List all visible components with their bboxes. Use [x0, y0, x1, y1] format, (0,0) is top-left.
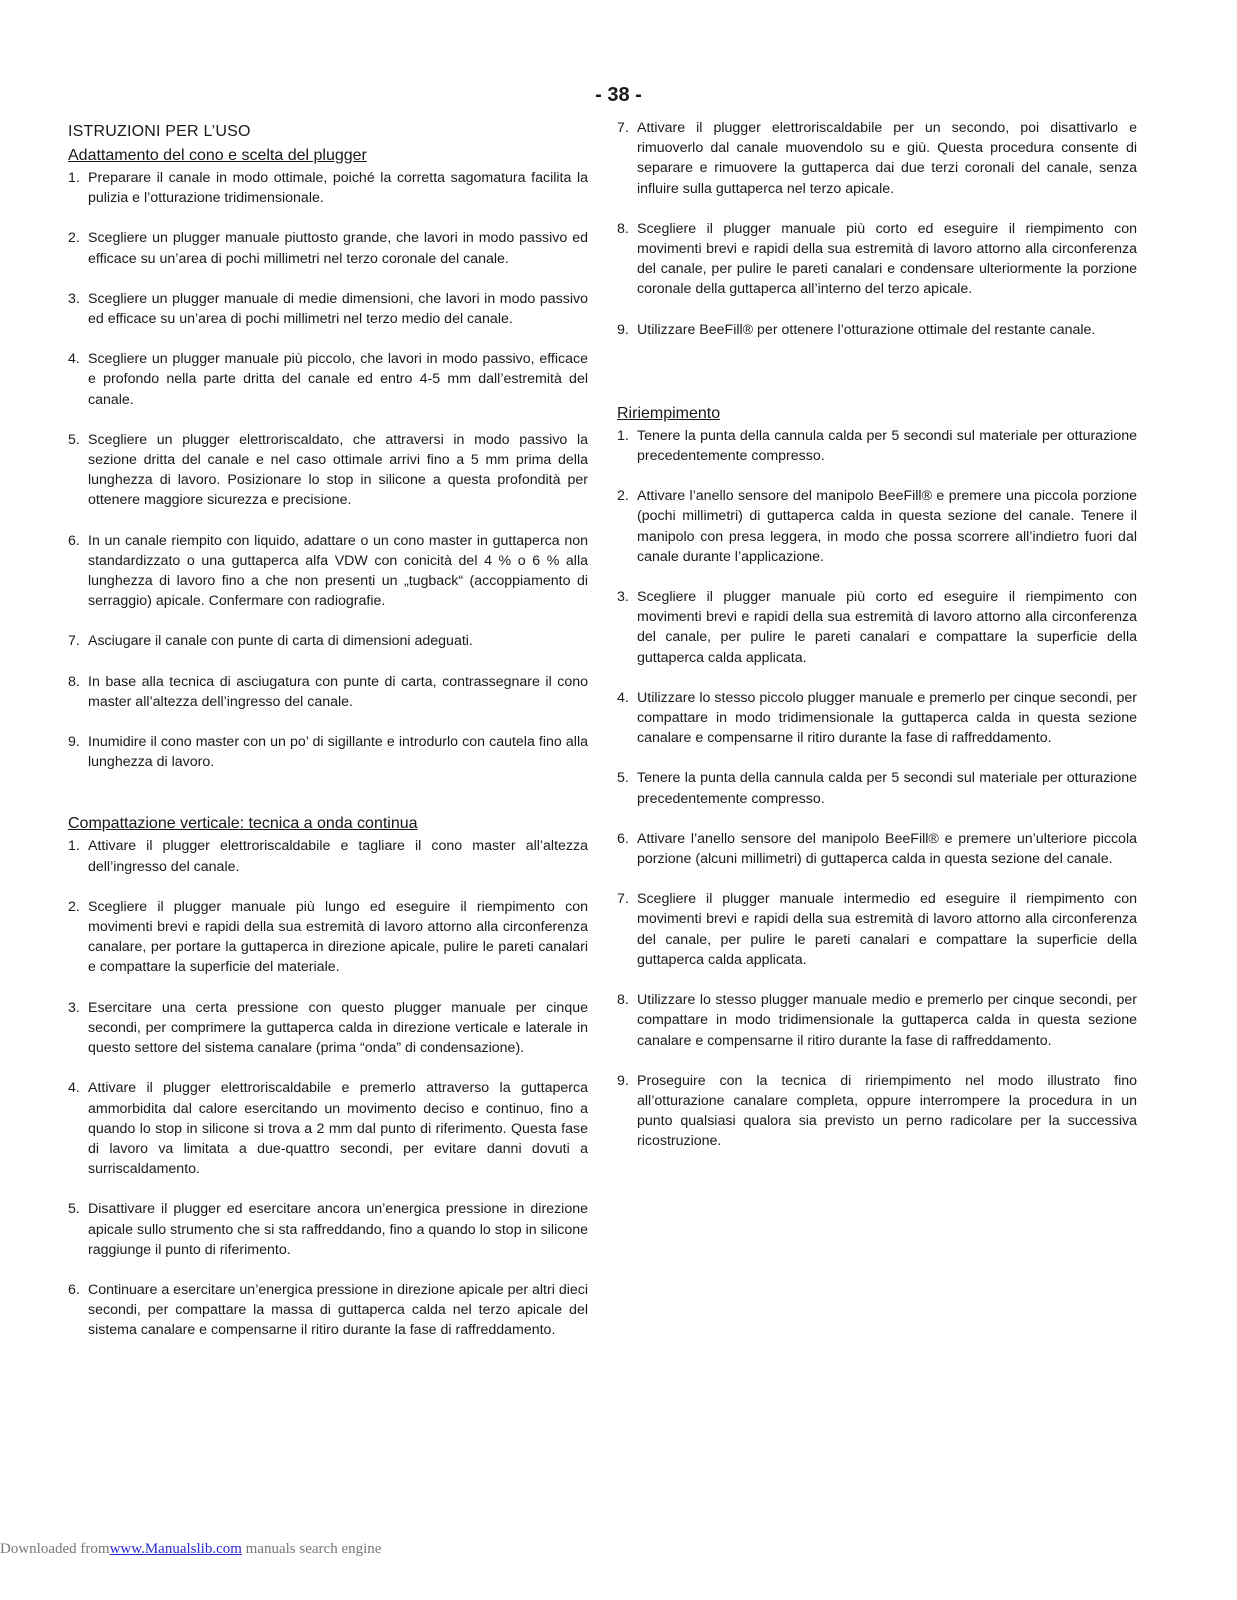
list-item-text: Proseguire con la tecnica di ririempimento nel modo illustrato fino all’otturazione canalare completa, oppure interrompere la procedura in un punto qualsiasi qualora sia previsto un perno radicolare per la successiva ricostruzione.: [637, 1072, 1137, 1150]
list-item-text: Scegliere un plugger manuale più piccolo, che lavori in modo passivo, efficace e profondo nella parte dritta del canale ed entro 4-5 mm dall’estremità del canale.: [88, 351, 588, 408]
list-item-text: Esercitare una certa pressione con questo plugger manuale per cinque secondi, per comprimere la guttaperca calda in direzione verticale e laterale in questo settore del sistema canalare (prima “onda” di condensazione).: [88, 999, 588, 1057]
left-column: [68, 118, 588, 1361]
list-item-text: Scegliere il plugger manuale intermedio ed eseguire il riempimento con movimenti brevi e rapidi della sua estremità di lavoro attorno alla circonferenza del canale, per pulire le pareti canalari e compattare la superficie della guttaperca calda applicata.: [637, 891, 1137, 968]
list-item: [68, 1078, 588, 1179]
list-item: [68, 168, 588, 208]
list-item-number: 1.: [617, 427, 629, 444]
list-ririempimento: [617, 426, 1137, 1152]
list-item-number: 7.: [68, 633, 80, 650]
list-item-text: Preparare il canale in modo ottimale, poiché la corretta sagomatura facilita la pulizia e l’otturazione tridimensionale.: [88, 170, 588, 207]
list-item-text: Tenere la punta della cannula calda per 5 secondi sul materiale per otturazione precedentemente compresso.: [637, 770, 1137, 807]
list-item-number: 3.: [68, 290, 80, 307]
right-column: [617, 118, 1137, 1172]
list-item-number: 2.: [68, 898, 80, 915]
list-item-number: 8.: [617, 220, 629, 237]
list-item: [68, 531, 588, 612]
list-item-number: 8.: [617, 992, 629, 1009]
list-item: [617, 889, 1137, 970]
list-item-number: 1.: [68, 838, 80, 855]
list-item: [617, 990, 1137, 1051]
list-item: [68, 349, 588, 410]
manualslib-link[interactable]: www.Manualslib.com: [109, 1541, 242, 1557]
list-item-text: Utilizzare lo stesso plugger manuale medio e premerlo per cinque secondi, per compattare in modo tridimensionale la guttaperca calda in questa sezione canalare e compensarne il ritiro durante la fase di raffreddamento.: [637, 992, 1137, 1049]
list-item-number: 9.: [617, 321, 629, 338]
list-item-text: Scegliere il plugger manuale più corto ed eseguire il riempimento con movimenti brevi e rapidi della sua estremità di lavoro attorno alla circonferenza del canale, per pulire le pareti canalari e condensare ulteriormente la porzione coronale della guttaperca all’interno del terzo apicale.: [637, 220, 1137, 298]
main-heading: ISTRUZIONI PER L’USO: [68, 123, 251, 140]
list-item: [617, 768, 1137, 808]
list-item-text: Scegliere un plugger manuale di medie dimensioni, che lavori in modo passivo ed efficace su un’area di pochi millimetri nel terzo medio del canale.: [88, 290, 588, 328]
section-heading-ririempimento: Ririempimento: [617, 404, 721, 422]
page-number: - 38 -: [595, 84, 642, 106]
list-item: [68, 836, 588, 876]
list-item-number: 6.: [68, 532, 80, 549]
list-item-number: 9.: [68, 734, 80, 751]
list-item-text: Tenere la punta della cannula calda per 5 secondi sul materiale per otturazione precedentemente compresso.: [637, 427, 1137, 465]
list-item-number: 2.: [617, 488, 629, 505]
list-item-text: Utilizzare lo stesso piccolo plugger manuale e premerlo per cinque secondi, per compattare in modo tridimensionale la guttaperca calda in questa sezione canalare e compensarne il ritiro durante la fase di raffreddamento.: [637, 689, 1137, 747]
list-item: [617, 486, 1137, 567]
list-item-number: 1.: [68, 170, 80, 186]
list-item: [68, 289, 588, 329]
list-item-text: Disattivare il plugger ed esercitare ancora un’energica pressione in direzione apicale sullo strumento che si sta raffreddando, fino a quando lo stop in silicone raggiunge il punto di riferimento.: [88, 1201, 588, 1258]
footer-prefix: Downloaded from: [0, 1541, 110, 1557]
list-item-number: 8.: [68, 673, 80, 690]
download-footer: [0, 1541, 381, 1558]
section-heading-adattamento: Adattamento del cono e scelta del plugger: [68, 147, 367, 164]
list-item-text: Attivare il plugger elettroriscaldabile e premerlo attraverso la guttaperca ammorbidita dal calore esercitando un movimento deciso e continuo, fino a quando lo stop in silicone si trova a 2 mm dal punto di riferimento. Questa fase di lavoro va limitata a due-quattro secondi, per evitare danni dovuti a surriscaldamento.: [88, 1080, 588, 1178]
footer-suffix: manuals search engine: [245, 1541, 382, 1557]
list-item: [617, 587, 1137, 668]
list-item-text: In base alla tecnica di asciugatura con punte di carta, contrassegnare il cono master all’altezza dell’ingresso del canale.: [88, 673, 588, 710]
list-item: [68, 631, 588, 651]
list-compattazione: [68, 836, 588, 1340]
section-heading-compattazione: Compattazione verticale: tecnica a onda continua: [68, 815, 418, 833]
list-item-text: Attivare l’anello sensore del manipolo BeeFill® e premere un’ulteriore piccola porzione (alcuni millimetri) di guttaperca calda in questa sezione del canale.: [637, 830, 1137, 868]
list-item: [68, 897, 588, 978]
list-item-text: Scegliere il plugger manuale più lungo ed eseguire il riempimento con movimenti brevi e rapidi della sua estremità di lavoro attorno alla circonferenza canalare, per portare la guttaperca in direzione apicale, pulire le pareti canalari e compattare la superficie del materiale.: [88, 898, 588, 976]
list-item: [68, 228, 588, 268]
list-item-text: Attivare il plugger elettroriscaldabile per un secondo, poi disattivarlo e rimuoverlo dal canale muovendolo su e giù. Questa procedura consente di separare e rimuovere la guttaperca dai due terzi coronali del canale, senza influire sulla guttaperca nel terzo apicale.: [637, 120, 1137, 197]
list-item-number: 5.: [68, 431, 80, 448]
list-item-text: Scegliere un plugger elettroriscaldato, che attraversi in modo passivo la sezione dritta del canale e nel caso ottimale arrivi fino a 5 mm prima della lunghezza di lavoro. Posizionare lo stop in silicone a questa profondità per ottenere maggiore sicurezza e precisione.: [88, 431, 588, 509]
list-item-text: Continuare a esercitare un’energica pressione in direzione apicale per altri dieci secondi, per compattare la massa di guttaperca calda nel terzo apicale del sistema canalare e compensarne il ritiro durante la fase di raffreddamento.: [88, 1281, 588, 1339]
list-item-text: Inumidire il cono master con un po’ di sigillante e introdurlo con cautela fino alla lunghezza di lavoro.: [88, 734, 588, 771]
list-item-number: 4.: [617, 689, 629, 706]
list-item-number: 3.: [68, 999, 80, 1016]
list-item-number: 4.: [68, 1080, 80, 1097]
list-item-text: Utilizzare BeeFill® per ottenere l’otturazione ottimale del restante canale.: [637, 321, 1096, 338]
list-item-number: 6.: [617, 830, 629, 847]
list-item: [68, 672, 588, 712]
list-item-text: In un canale riempito con liquido, adattare o un cono master in guttaperca non standardizzato o una guttaperca alfa VDW con conicità del 4 % o 6 % alla lunghezza di lavoro fino a che non presenti un „tugback“ (accoppiamento di serraggio) apicale. Confermare con radiografie.: [88, 532, 588, 610]
list-item-text: Attivare l’anello sensore del manipolo BeeFill® e premere una piccola porzione (pochi millimetri) di guttaperca calda in questa sezione del canale. Tenere il manipolo con presa leggera, in modo che possa scorrere all’indietro fuori dal canale durante l’applicazione.: [637, 488, 1137, 565]
list-item-number: 7.: [617, 120, 629, 136]
list-item-number: 5.: [617, 770, 629, 787]
list-item: [617, 829, 1137, 869]
list-item-number: 9.: [617, 1072, 629, 1089]
list-item-number: 6.: [68, 1281, 80, 1298]
list-compattazione-cont: [617, 118, 1137, 340]
list-item-text: Scegliere un plugger manuale piuttosto grande, che lavori in modo passivo ed efficace su un’area di pochi millimetri nel terzo coronale del canale.: [88, 230, 588, 267]
list-item-number: 5.: [68, 1201, 80, 1218]
list-item-number: 7.: [617, 891, 629, 908]
list-item: [617, 1071, 1137, 1152]
list-item: [68, 998, 588, 1059]
list-item: [617, 118, 1137, 199]
list-item: [68, 732, 588, 772]
list-item: [617, 688, 1137, 749]
list-item: [617, 426, 1137, 466]
list-item: [68, 1199, 588, 1260]
list-item: [617, 219, 1137, 300]
list-item-text: Asciugare il canale con punte di carta di dimensioni adeguati.: [88, 633, 473, 650]
list-item: [68, 1280, 588, 1341]
list-adattamento: [68, 168, 588, 772]
list-item-number: 2.: [68, 230, 80, 247]
list-item-number: 4.: [68, 351, 80, 368]
list-item-text: Scegliere il plugger manuale più corto ed eseguire il riempimento con movimenti brevi e rapidi della sua estremità di lavoro attorno alla circonferenza del canale, per pulire le pareti canalari e compattare la superficie della guttaperca calda applicata.: [637, 589, 1137, 666]
list-item: [68, 430, 588, 511]
list-item-text: Attivare il plugger elettroriscaldabile e tagliare il cono master all’altezza dell’ingresso del canale.: [88, 838, 588, 875]
list-item-number: 3.: [617, 589, 629, 606]
list-item: [617, 320, 1137, 340]
